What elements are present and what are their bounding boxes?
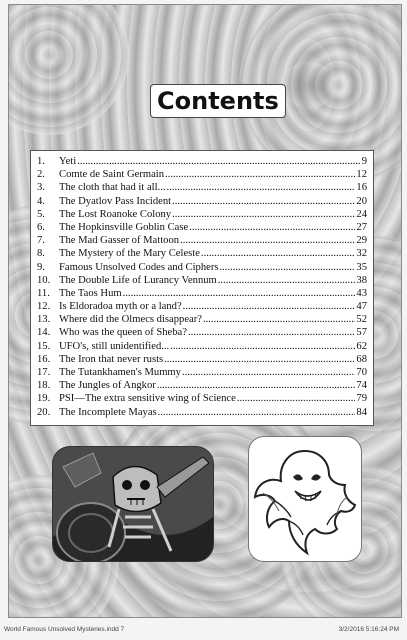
toc-entry-title: The Hopkinsville Goblin Case [59, 221, 189, 233]
toc-entry-number: 11. [37, 287, 50, 299]
toc-entry-number: 15. [37, 340, 51, 352]
toc-entry-title: The Tutankhamen's Mummy [59, 367, 181, 378]
toc-entry-title: The Mad Gasser of Mattoon [59, 235, 180, 247]
toc-entry-number: 17. [37, 367, 51, 378]
toc-leader-dots [237, 393, 356, 404]
toc-entry-number: 1. [37, 156, 45, 167]
toc-entry [37, 354, 367, 367]
page-title: Contents [157, 87, 279, 115]
toc-entry-number: 7. [37, 235, 45, 247]
toc-entry-page: 20 [356, 195, 367, 207]
toc-entry-number: 6. [37, 221, 45, 233]
toc-leader-dots [167, 182, 356, 193]
toc-entry-page: 62 [356, 340, 367, 352]
toc-entry-page: 27 [356, 221, 367, 233]
toc-entry-number: 9. [37, 261, 45, 273]
toc-leader-dots [172, 196, 355, 207]
toc-entry [37, 156, 367, 169]
toc-entry-title: Where did the Olmecs disappear? [59, 314, 202, 326]
toc-leader-dots [170, 341, 355, 352]
toc-entry-page: 47 [356, 301, 367, 313]
toc-leader-dots [203, 314, 355, 325]
table-of-contents [30, 150, 374, 426]
toc-entry [37, 222, 367, 235]
toc-leader-dots [164, 354, 355, 365]
toc-leader-dots [201, 248, 355, 259]
toc-entry [37, 301, 367, 314]
toc-leader-dots [182, 367, 355, 378]
toc-entry-page: 74 [356, 380, 367, 392]
ghost-icon [249, 437, 361, 561]
skeleton-warrior-illustration [52, 446, 214, 562]
toc-leader-dots [218, 275, 356, 286]
footer-file-name: World Famous Unsolved Mysteries.indd 7 [4, 626, 125, 633]
toc-leader-dots [77, 156, 361, 167]
toc-entry-number: 8. [37, 248, 45, 260]
toc-leader-dots [180, 235, 355, 246]
toc-entry-title: The Iron that never rusts [59, 353, 164, 365]
toc-entry-page: 57 [356, 327, 367, 339]
toc-entry [37, 275, 367, 288]
toc-entry-title: PSI—The extra sensitive wing of Science [59, 393, 236, 405]
toc-entry-title: The Mystery of the Mary Celeste [59, 248, 200, 260]
toc-entry-title: The Dyatlov Pass Incident [59, 195, 172, 207]
footer-timestamp: 3/2/2016 5:16:24 PM [338, 626, 399, 633]
toc-entry-number: 16. [37, 353, 51, 365]
toc-entry-page: 35 [356, 261, 367, 273]
toc-entry-page: 84 [356, 406, 367, 418]
toc-entry [37, 288, 367, 301]
toc-entry [37, 380, 367, 393]
toc-entry-title: The Incomplete Mayas [59, 406, 157, 418]
toc-entry [37, 169, 367, 182]
toc-entry-page: 38 [356, 274, 367, 286]
toc-entry-number: 4. [37, 195, 45, 207]
toc-entry [37, 182, 367, 195]
toc-entry-title: The cloth that had it all... [59, 182, 166, 194]
toc-leader-dots [157, 380, 356, 391]
toc-entry-title: The Taos Hum [59, 287, 122, 299]
toc-entry-page: 43 [356, 287, 367, 299]
toc-entry-title: The Double Life of Lurancy Vennum [59, 274, 217, 286]
toc-entry-page: 29 [356, 235, 367, 247]
toc-entry-number: 14. [37, 327, 51, 339]
toc-leader-dots [165, 169, 355, 180]
toc-entry-page: 9 [361, 156, 367, 167]
toc-entry [37, 262, 367, 275]
toc-entry-page: 24 [356, 208, 367, 220]
toc-leader-dots [188, 327, 355, 338]
toc-entry-number: 2. [37, 169, 45, 181]
toc-entry-title: Who was the queen of Sheba? [59, 327, 187, 339]
toc-entry-title: Yeti [59, 156, 77, 167]
toc-entry-title: UFO's, still unidentified... [59, 340, 170, 352]
toc-entry-title: The Jungles of Angkor [59, 380, 156, 392]
toc-entry-title: Famous Unsolved Codes and Ciphers [59, 261, 219, 273]
toc-entry-page: 70 [356, 367, 367, 378]
toc-entry [37, 314, 367, 327]
toc-entry-number: 18. [37, 380, 51, 392]
toc-leader-dots [172, 209, 355, 220]
toc-entry-number: 19. [37, 393, 51, 405]
toc-entry-title: The Lost Roanoke Colony [59, 208, 172, 220]
toc-entry [37, 367, 367, 380]
toc-entry [37, 248, 367, 261]
toc-entry-page: 52 [356, 314, 367, 326]
toc-entry-number: 5. [37, 208, 45, 220]
toc-entry [37, 393, 367, 406]
toc-entry-number: 12. [37, 301, 51, 313]
toc-entry-number: 20. [37, 406, 51, 418]
toc-entry-page: 79 [356, 393, 367, 405]
toc-entry-title: Is Eldoradoa myth or a land? [59, 301, 182, 313]
toc-entry [37, 196, 367, 209]
toc-entry-page: 12 [356, 169, 367, 181]
contents-title-badge [150, 84, 286, 118]
toc-entry [37, 235, 367, 248]
toc-entry-page: 16 [356, 182, 367, 194]
ghost-line-art [248, 436, 362, 562]
toc-leader-dots [220, 262, 356, 273]
toc-entry [37, 407, 367, 420]
toc-entry-page: 68 [356, 353, 367, 365]
toc-entry [37, 209, 367, 222]
toc-leader-dots [189, 222, 355, 233]
toc-entry-number: 3. [37, 182, 45, 194]
toc-entry-number: 10. [37, 274, 51, 286]
toc-entry [37, 327, 367, 340]
toc-leader-dots [158, 407, 356, 418]
toc-entry-number: 13. [37, 314, 51, 326]
skeleton-warrior-icon [53, 447, 213, 561]
toc-leader-dots [183, 301, 356, 312]
toc-entry-title: Comte de Saint Germain [59, 169, 165, 181]
toc-entry [37, 341, 367, 354]
toc-leader-dots [123, 288, 356, 299]
toc-entry-page: 32 [356, 248, 367, 260]
